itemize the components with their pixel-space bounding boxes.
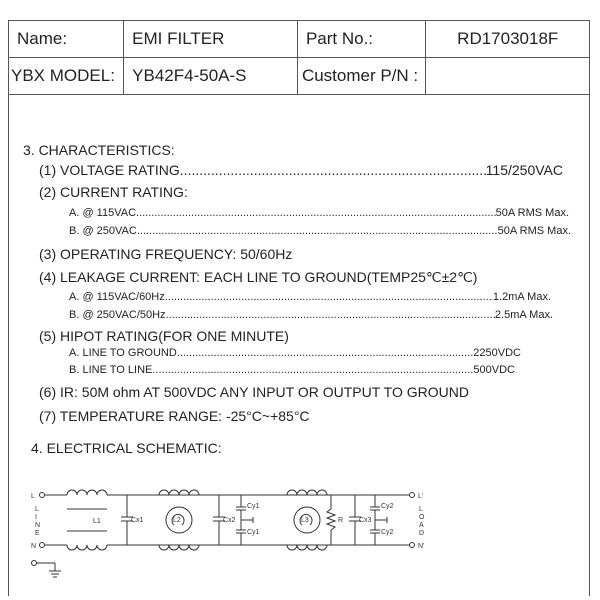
voltage-rating-row: [39, 162, 563, 178]
hipot-b-row: [69, 364, 515, 376]
r-label: R: [338, 517, 344, 524]
leakage-b-row: [69, 309, 553, 321]
current-rating-a-value: 50A RMS Max.: [495, 207, 569, 219]
temperature-range: (7) TEMPERATURE RANGE: -25°C~+85°C: [39, 408, 310, 424]
line-letter-3: N: [35, 522, 41, 529]
spec-sheet: [8, 20, 590, 596]
schematic-title: 4. ELECTRICAL SCHEMATIC:: [31, 440, 222, 456]
ground-symbol: [37, 563, 61, 577]
hipot-rating-label: (5) HIPOT RATING(FOR ONE MINUTE): [39, 328, 289, 344]
cy2-bottom-label: Cy2: [381, 529, 394, 536]
hipot-a-label: A. LINE TO GROUND: [69, 347, 177, 359]
leakage-b-value: 2.5mA Max.: [494, 309, 553, 321]
insulation-resistance: (6) IR: 50M ohm AT 500VDC ANY INPUT OR OUTPUT TO GROUND: [39, 384, 469, 400]
current-rating-b-row: [69, 225, 571, 237]
leader-dots: [136, 207, 496, 219]
model-label: YBX MODEL:: [9, 58, 124, 95]
hipot-b-label: B. LINE TO LINE: [69, 364, 153, 376]
current-rating-a-row: [69, 207, 569, 219]
leakage-a-row: [69, 291, 551, 303]
header-table: [9, 21, 589, 95]
current-rating-a-label: A. @ 115VAC: [69, 207, 137, 219]
leader-dots: [152, 364, 473, 376]
leakage-current-label: (4) LEAKAGE CURRENT: EACH LINE TO GROUND(TEMP25℃±2℃): [39, 269, 478, 285]
cx2-label: Cx2: [223, 517, 236, 524]
cx3-label: Cx3: [359, 517, 372, 524]
current-rating-b-value: 50A RMS Max.: [497, 225, 571, 237]
cy1-bottom-label: Cy1: [247, 529, 260, 536]
voltage-rating-value: 115/250VAC: [485, 162, 563, 178]
model-value: YB42F4-50A-S: [124, 58, 298, 95]
voltage-rating-label: (1) VOLTAGE RATING: [39, 162, 180, 178]
header-row-2: [9, 58, 589, 95]
hipot-b-value: 500VDC: [473, 364, 515, 376]
load-letter-1: L: [419, 506, 423, 513]
hipot-a-row: [69, 347, 521, 359]
leader-dots: [165, 291, 493, 303]
line-letter-2: I: [35, 514, 37, 521]
load-letter-3: A: [419, 522, 424, 529]
line-letter-1: L: [35, 506, 39, 513]
terminal-l-out-label: L': [418, 493, 424, 500]
part-label: Part No.:: [297, 21, 426, 58]
resistor-r: [327, 495, 335, 545]
leakage-a-value: 1.2mA Max.: [492, 291, 551, 303]
current-rating-b-label: B. @ 250VAC: [69, 225, 137, 237]
part-value: RD1703018F: [426, 21, 589, 58]
leakage-b-label: B. @ 250VAC/50Hz: [69, 309, 166, 321]
choke-l1: [67, 490, 107, 550]
terminal-l-label: L: [31, 493, 35, 500]
customer-value: [426, 58, 589, 95]
name-value: EMI FILTER: [124, 21, 298, 58]
leader-dots: [166, 309, 495, 321]
leader-dots: [177, 347, 474, 359]
load-letter-2: O: [419, 514, 425, 521]
electrical-schematic: [9, 481, 429, 591]
header-row-1: [9, 21, 589, 58]
leader-dots: [180, 162, 486, 178]
terminal-n-label: N: [31, 543, 37, 550]
cy2-top-label: Cy2: [381, 503, 394, 510]
current-rating-label: (2) CURRENT RATING:: [39, 184, 188, 200]
operating-frequency: (3) OPERATING FREQUENCY: 50/60Hz: [39, 246, 293, 262]
hipot-a-value: 2250VDC: [473, 347, 521, 359]
name-label: Name:: [9, 21, 124, 58]
leader-dots: [137, 225, 498, 237]
l1-label: L1: [93, 518, 101, 525]
customer-label: Customer P/N :: [297, 58, 426, 95]
l2-label: L2: [173, 517, 181, 524]
leakage-a-label: A. @ 115VAC/60Hz: [69, 291, 165, 303]
cx1-label: Cx1: [131, 517, 144, 524]
load-letter-4: D: [419, 530, 425, 537]
terminal-n-out-label: N': [418, 543, 425, 550]
cy1-top-label: Cy1: [247, 503, 260, 510]
l3-label: L3: [301, 517, 309, 524]
characteristics-title: 3. CHARACTERISTICS:: [23, 142, 175, 158]
line-letter-4: E: [35, 530, 40, 537]
